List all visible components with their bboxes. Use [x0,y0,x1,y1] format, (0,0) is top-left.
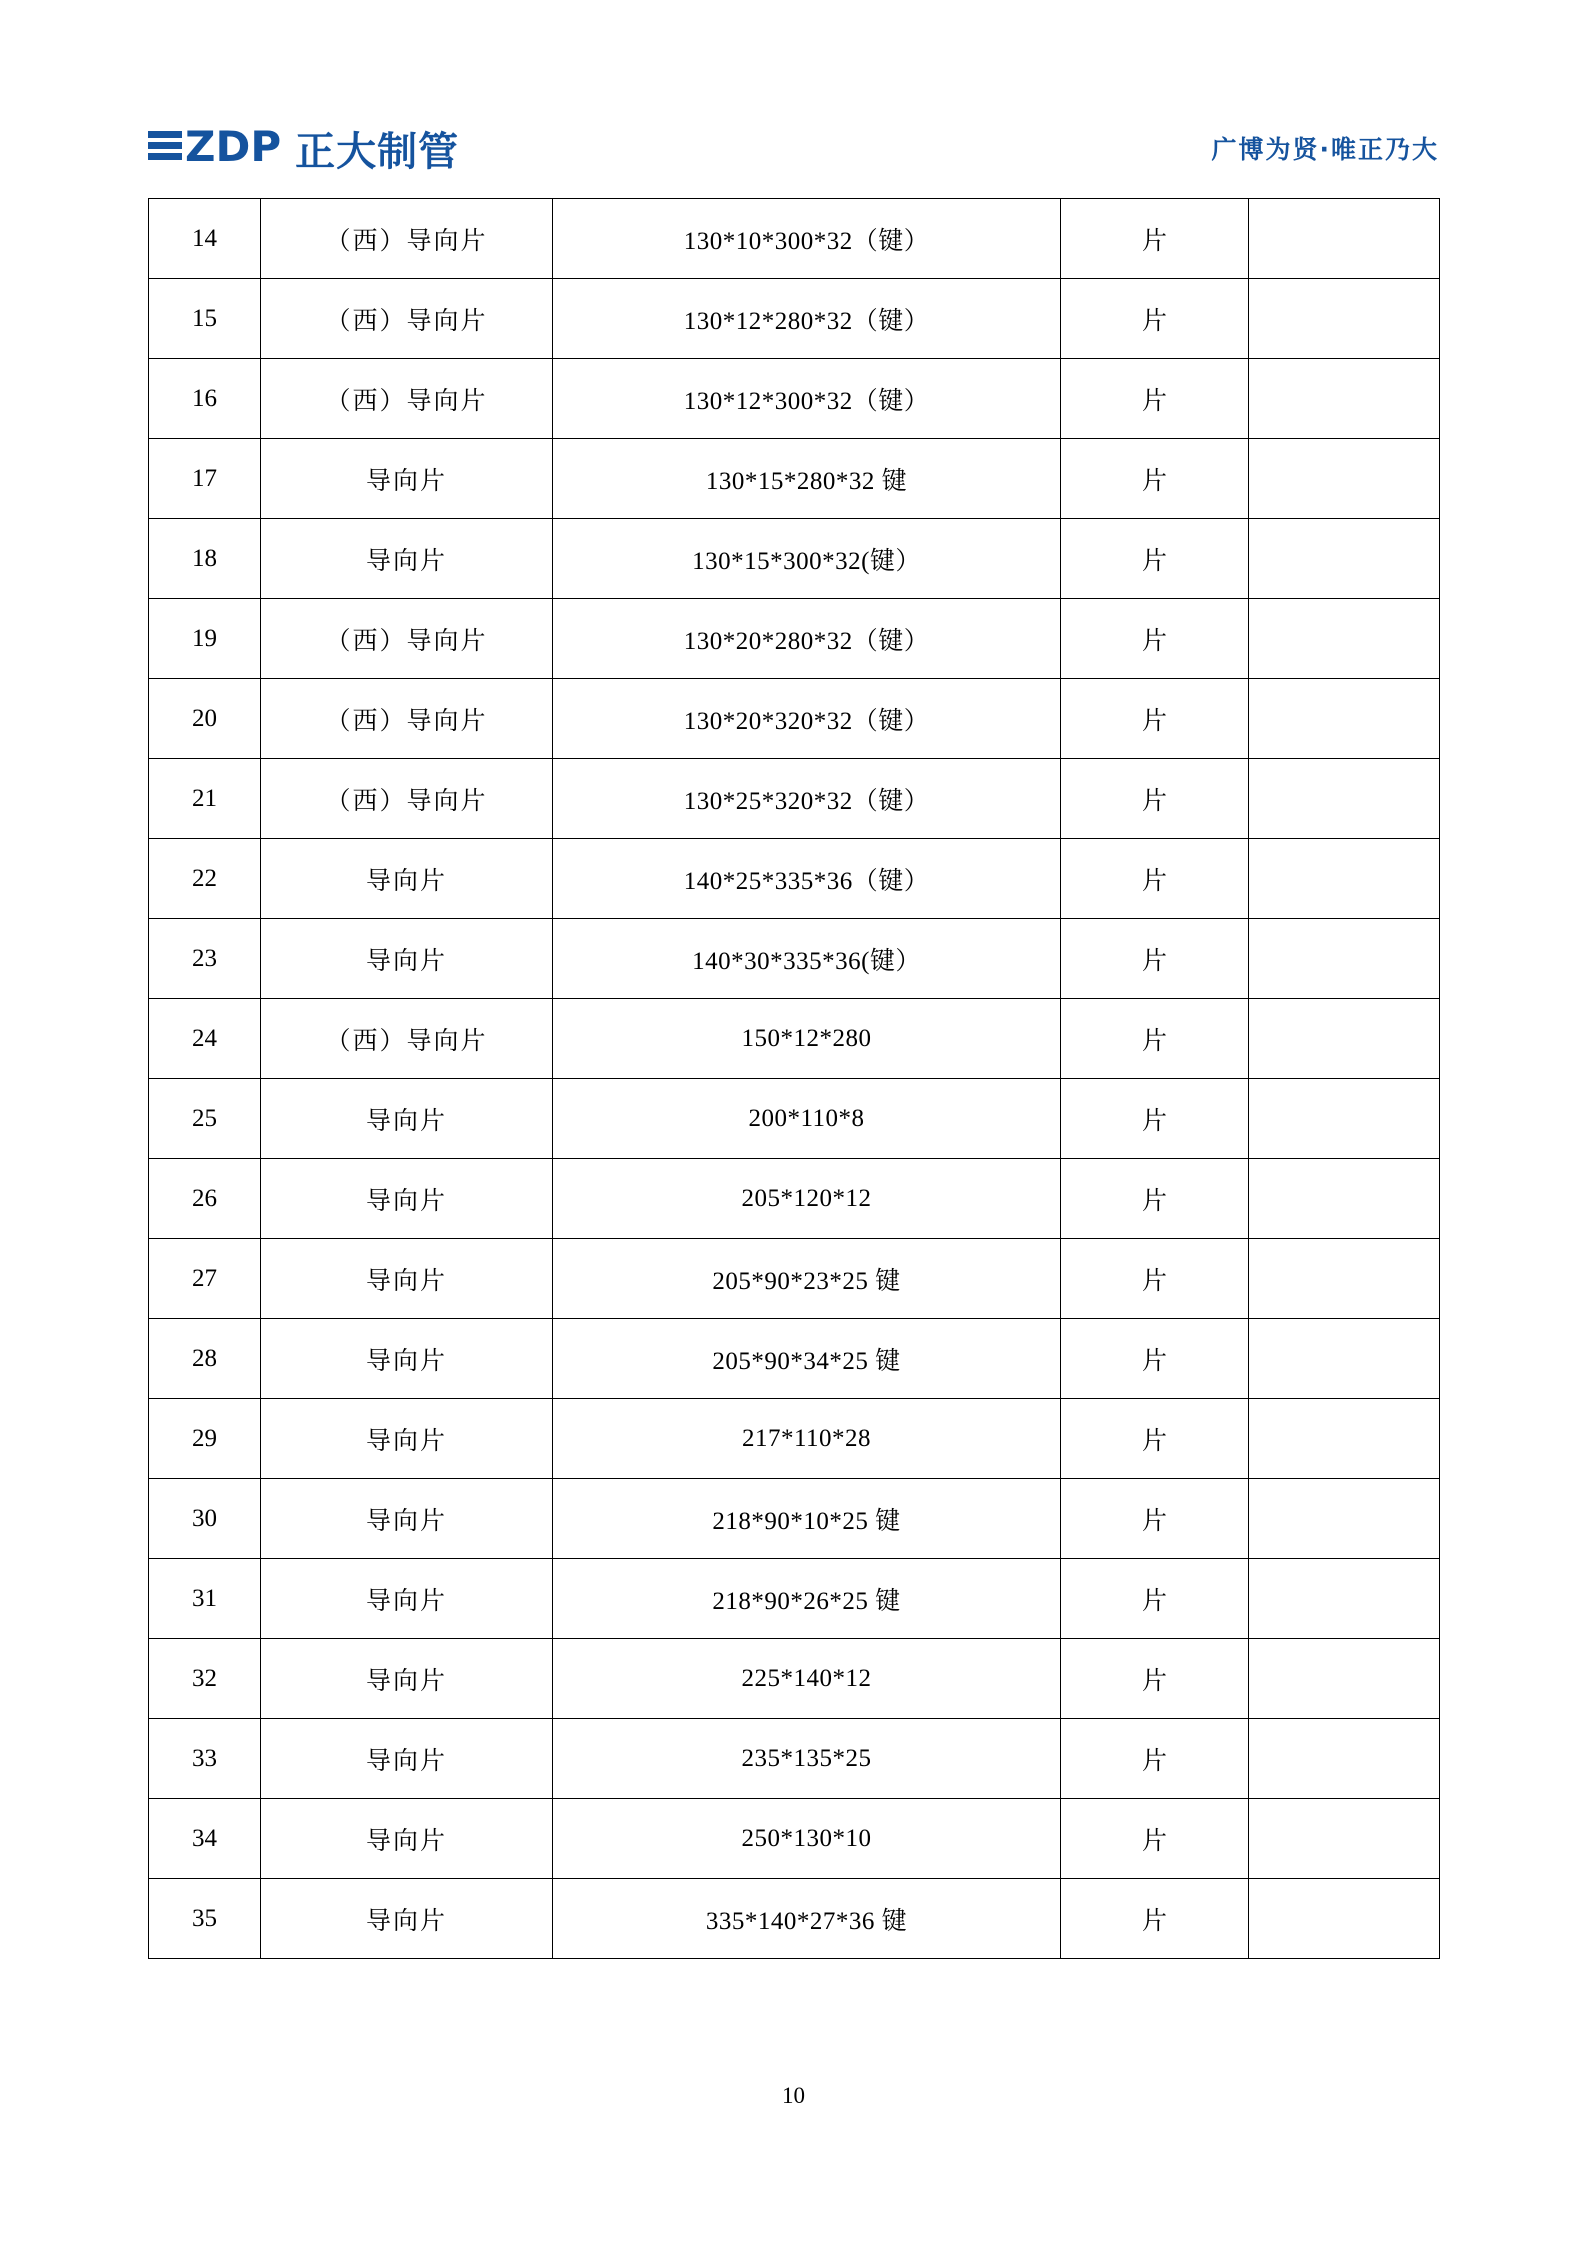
cell-unit: 片 [1061,359,1249,439]
cell-spec: 130*20*280*32（键） [553,599,1061,679]
table-row [149,1079,1440,1159]
cell-unit: 片 [1061,759,1249,839]
cell-unit: 片 [1061,1319,1249,1399]
cell-spec: 130*10*300*32（键） [553,199,1061,279]
cell-name: （西）导向片 [261,679,553,759]
cell-no: 28 [149,1319,261,1399]
cell-unit: 片 [1061,1639,1249,1719]
cell-spec: 130*25*320*32（键） [553,759,1061,839]
spec-table-container [148,198,1439,1959]
table-row [149,599,1440,679]
cell-no: 31 [149,1559,261,1639]
cell-spec: 250*130*10 [553,1799,1061,1879]
cell-qty [1249,679,1440,759]
cell-no: 25 [149,1079,261,1159]
cell-no: 30 [149,1479,261,1559]
cell-name: 导向片 [261,1079,553,1159]
zdp-logo-icon [148,122,282,171]
cell-spec: 140*30*335*36(键） [553,919,1061,999]
cell-no: 23 [149,919,261,999]
cell-unit: 片 [1061,279,1249,359]
cell-name: 导向片 [261,1799,553,1879]
cell-unit: 片 [1061,1079,1249,1159]
cell-name: （西）导向片 [261,999,553,1079]
cell-no: 33 [149,1719,261,1799]
cell-qty [1249,759,1440,839]
cell-no: 17 [149,439,261,519]
cell-unit: 片 [1061,1399,1249,1479]
cell-name: 导向片 [261,1879,553,1959]
cell-qty [1249,1719,1440,1799]
table-row [149,1399,1440,1479]
cell-spec: 218*90*10*25 键 [553,1479,1061,1559]
cell-name: 导向片 [261,1639,553,1719]
cell-unit: 片 [1061,599,1249,679]
table-row [149,1559,1440,1639]
cell-qty [1249,1639,1440,1719]
cell-no: 32 [149,1639,261,1719]
cell-qty [1249,439,1440,519]
table-row [149,359,1440,439]
cell-spec: 130*20*320*32（键） [553,679,1061,759]
logo-letters: ZDP [185,122,282,171]
cell-qty [1249,1239,1440,1319]
cell-spec: 205*90*34*25 键 [553,1319,1061,1399]
table-row [149,1719,1440,1799]
document-header [0,108,1587,188]
cell-qty [1249,1799,1440,1879]
logo-bars-icon [148,127,182,167]
table-row [149,1879,1440,1959]
spec-table-body [149,199,1440,1959]
cell-name: 导向片 [261,1719,553,1799]
cell-unit: 片 [1061,1559,1249,1639]
table-row [149,759,1440,839]
cell-unit: 片 [1061,1879,1249,1959]
cell-name: （西）导向片 [261,599,553,679]
cell-no: 15 [149,279,261,359]
table-row [149,1239,1440,1319]
cell-unit: 片 [1061,1159,1249,1239]
cell-unit: 片 [1061,1479,1249,1559]
spec-table [148,198,1440,1959]
cell-spec: 217*110*28 [553,1399,1061,1479]
cell-no: 21 [149,759,261,839]
cell-spec: 140*25*335*36（键） [553,839,1061,919]
cell-spec: 130*15*300*32(键） [553,519,1061,599]
table-row [149,1799,1440,1879]
company-logo [148,120,459,177]
cell-name: （西）导向片 [261,279,553,359]
cell-no: 18 [149,519,261,599]
cell-no: 16 [149,359,261,439]
cell-name: 导向片 [261,839,553,919]
cell-no: 29 [149,1399,261,1479]
cell-no: 24 [149,999,261,1079]
cell-name: 导向片 [261,1479,553,1559]
cell-unit: 片 [1061,439,1249,519]
table-row [149,519,1440,599]
cell-qty [1249,359,1440,439]
table-row [149,199,1440,279]
cell-qty [1249,1399,1440,1479]
cell-name: 导向片 [261,1319,553,1399]
cell-qty [1249,1479,1440,1559]
cell-qty [1249,199,1440,279]
table-row [149,1319,1440,1399]
cell-spec: 150*12*280 [553,999,1061,1079]
cell-qty [1249,1319,1440,1399]
cell-no: 22 [149,839,261,919]
cell-no: 34 [149,1799,261,1879]
cell-no: 27 [149,1239,261,1319]
cell-unit: 片 [1061,1719,1249,1799]
cell-qty [1249,839,1440,919]
cell-name: 导向片 [261,1399,553,1479]
cell-unit: 片 [1061,519,1249,599]
cell-no: 14 [149,199,261,279]
cell-qty [1249,1879,1440,1959]
cell-no: 20 [149,679,261,759]
cell-spec: 225*140*12 [553,1639,1061,1719]
cell-qty [1249,1159,1440,1239]
cell-name: 导向片 [261,519,553,599]
cell-spec: 205*90*23*25 键 [553,1239,1061,1319]
cell-spec: 130*15*280*32 键 [553,439,1061,519]
cell-no: 35 [149,1879,261,1959]
table-row [149,679,1440,759]
cell-name: （西）导向片 [261,359,553,439]
cell-unit: 片 [1061,1239,1249,1319]
table-row [149,279,1440,359]
cell-unit: 片 [1061,919,1249,999]
cell-unit: 片 [1061,999,1249,1079]
cell-name: 导向片 [261,439,553,519]
cell-qty [1249,999,1440,1079]
cell-qty [1249,279,1440,359]
table-row [149,919,1440,999]
company-slogan: 广博为贤·唯正乃大 [1211,135,1439,164]
table-row [149,1639,1440,1719]
cell-qty [1249,599,1440,679]
cell-spec: 205*120*12 [553,1159,1061,1239]
cell-name: （西）导向片 [261,199,553,279]
table-row [149,999,1440,1079]
table-row [149,1479,1440,1559]
cell-qty [1249,519,1440,599]
cell-no: 26 [149,1159,261,1239]
cell-spec: 200*110*8 [553,1079,1061,1159]
cell-spec: 235*135*25 [553,1719,1061,1799]
logo-company-name: 正大制管 [295,128,460,175]
table-row [149,1159,1440,1239]
cell-name: （西）导向片 [261,759,553,839]
table-row [149,439,1440,519]
cell-qty [1249,1079,1440,1159]
cell-spec: 218*90*26*25 键 [553,1559,1061,1639]
cell-spec: 130*12*280*32（键） [553,279,1061,359]
cell-qty [1249,919,1440,999]
cell-name: 导向片 [261,1159,553,1239]
cell-name: 导向片 [261,1239,553,1319]
cell-spec: 130*12*300*32（键） [553,359,1061,439]
cell-name: 导向片 [261,919,553,999]
cell-unit: 片 [1061,199,1249,279]
cell-unit: 片 [1061,679,1249,759]
table-row [149,839,1440,919]
cell-unit: 片 [1061,839,1249,919]
cell-spec: 335*140*27*36 键 [553,1879,1061,1959]
cell-qty [1249,1559,1440,1639]
page-number: 10 [782,2083,805,2108]
cell-no: 19 [149,599,261,679]
cell-unit: 片 [1061,1799,1249,1879]
cell-name: 导向片 [261,1559,553,1639]
